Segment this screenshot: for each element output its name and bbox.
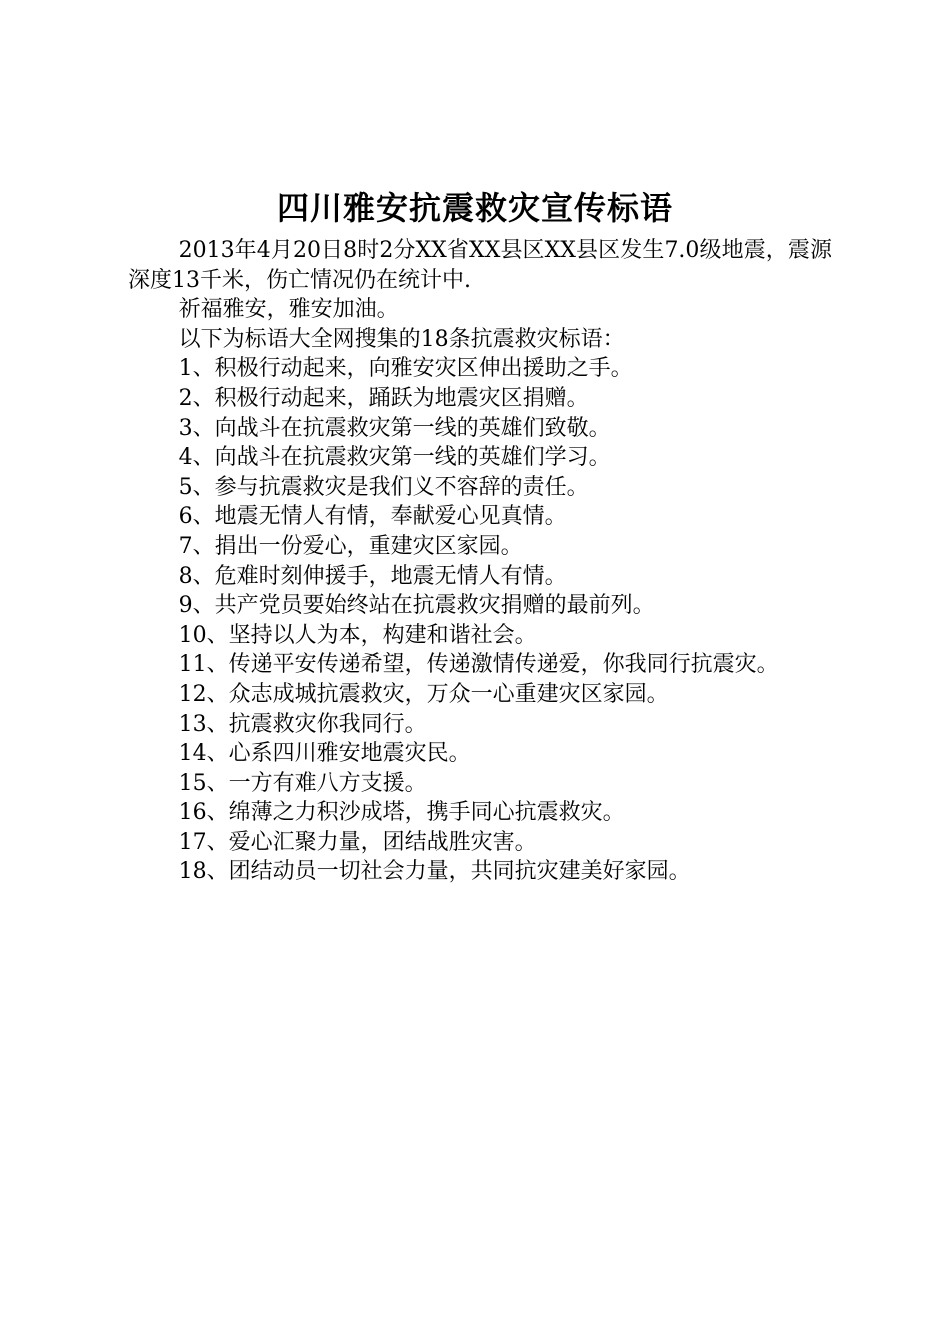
document-title: 四川雅安抗震救灾宣传标语: [276, 189, 673, 227]
slogan-item: 6、地震无情人有情，奉献爱心见真情。: [178, 504, 567, 530]
slogan-item: 7、捐出一份爱心，重建灾区家园。: [178, 533, 523, 559]
slogan-item: 3、向战斗在抗震救灾第一线的英雄们致敬。: [178, 415, 611, 441]
blessing-paragraph: 祈福雅安，雅安加油。: [178, 297, 399, 323]
slogan-item: 14、心系四川雅安地震灾民。: [178, 741, 471, 767]
slogan-item: 15、一方有难八方支援。: [178, 770, 427, 796]
slogan-item: 4、向战斗在抗震救灾第一线的英雄们学习。: [178, 445, 611, 471]
slogan-item: 2、积极行动起来，踊跃为地震灾区捐赠。: [178, 385, 589, 411]
slogan-item: 5、参与抗震救灾是我们义不容辞的责任。: [178, 474, 589, 500]
intro-paragraph: 2013年4月20日8时2分XX省XX县区XX县区发生7.0级地震，震源深度13千米，伤亡情况仍在统计中.: [128, 238, 832, 293]
slogan-item: 17、爱心汇聚力量，团结战胜灾害。: [178, 829, 537, 855]
slogan-item: 9、共产党员要始终站在抗震救灾捐赠的最前列。: [178, 593, 655, 619]
slogan-item: 16、绵薄之力积沙成塔，携手同心抗震救灾。: [178, 800, 625, 826]
slogan-item: 18、团结动员一切社会力量，共同抗灾建美好家园。: [178, 859, 691, 885]
document-body: [128, 236, 832, 887]
lead-paragraph: 以下为标语大全网搜集的18条抗震救灾标语：: [178, 326, 625, 352]
slogan-item: 10、坚持以人为本，构建和谐社会。: [178, 622, 537, 648]
slogan-item: 8、危难时刻伸援手，地震无情人有情。: [178, 563, 567, 589]
slogan-item: 12、众志成城抗震救灾，万众一心重建灾区家园。: [178, 681, 669, 707]
slogan-item: 11、传递平安传递希望，传递激情传递爱，你我同行抗震灾。: [178, 652, 779, 678]
slogan-item: 13、抗震救灾你我同行。: [178, 711, 427, 737]
slogan-item: 1、积极行动起来，向雅安灾区伸出援助之手。: [178, 356, 633, 382]
